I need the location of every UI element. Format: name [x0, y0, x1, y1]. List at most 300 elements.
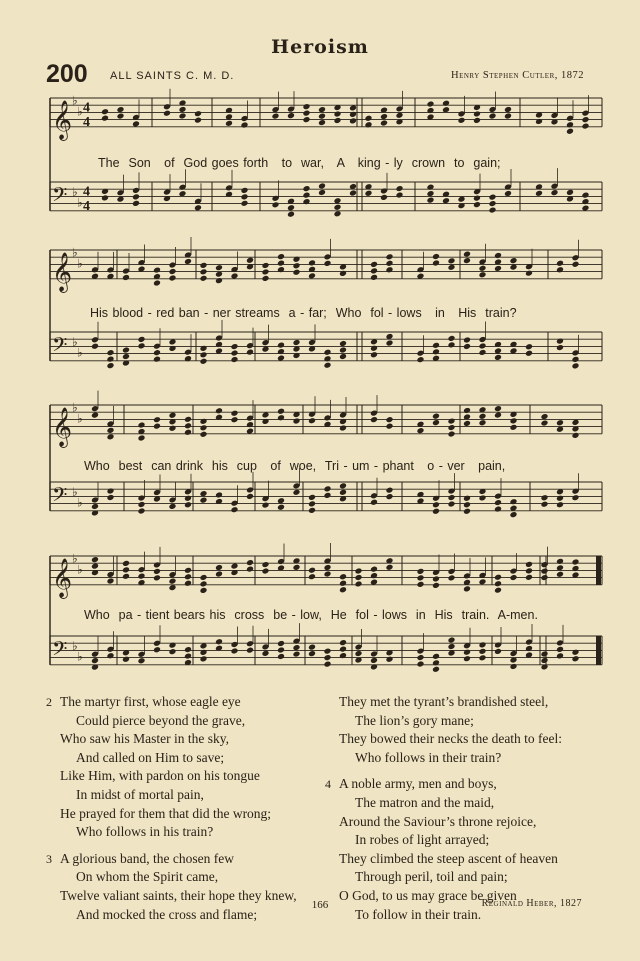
- note-head: [370, 572, 378, 579]
- final-barline: [596, 556, 601, 585]
- note-head: [525, 574, 533, 581]
- verse-line: They climbed the steep ascent of heaven: [339, 850, 558, 866]
- tune-name: ALL SAINTS C. M. D.: [110, 70, 235, 82]
- note-head: [132, 120, 140, 127]
- note-head: [556, 266, 564, 273]
- flat-sign: ♭: [77, 649, 83, 664]
- verse-3: [46, 850, 297, 924]
- note-head: [510, 663, 518, 670]
- note-head: [231, 506, 239, 513]
- note-head: [200, 358, 208, 365]
- note-head: [494, 405, 502, 412]
- note-head: [417, 581, 425, 588]
- note-head: [448, 264, 456, 271]
- note-head: [448, 257, 456, 264]
- note-head: [432, 666, 440, 673]
- flat-sign: ♭: [77, 195, 83, 210]
- note-head: [582, 123, 590, 130]
- flat-sign: ♭: [77, 562, 83, 577]
- note-head: [479, 494, 487, 501]
- note-head: [432, 413, 440, 420]
- note-head: [442, 100, 450, 107]
- note-head: [432, 253, 440, 260]
- note-head: [370, 274, 378, 281]
- note-head: [442, 197, 450, 204]
- note-head: [494, 354, 502, 361]
- note-head: [231, 410, 239, 417]
- note-head: [463, 420, 471, 427]
- note-head: [386, 253, 394, 260]
- note-head: [463, 585, 471, 592]
- note-head: [386, 564, 394, 571]
- note-head: [355, 574, 363, 581]
- note-head: [308, 494, 316, 501]
- note-head: [582, 116, 590, 123]
- note-head: [494, 499, 502, 506]
- note-head: [184, 567, 192, 574]
- note-head: [448, 637, 456, 644]
- note-head: [339, 347, 347, 354]
- note-head: [308, 507, 316, 514]
- note-head: [262, 568, 270, 575]
- flat-sign: ♭: [72, 245, 78, 260]
- note-head: [479, 419, 487, 426]
- note-head: [504, 190, 512, 197]
- note-head: [339, 353, 347, 360]
- verse-line: To follow in their train.: [355, 906, 482, 922]
- note-head: [386, 656, 394, 663]
- note-head: [287, 211, 295, 218]
- note-head: [479, 342, 487, 349]
- note-head: [370, 351, 378, 358]
- note-head: [163, 110, 171, 117]
- note-head: [138, 422, 146, 429]
- note-head: [473, 195, 481, 202]
- composer-credit: Henry Stephen Cutler, 1872: [451, 70, 584, 81]
- note-head: [334, 204, 342, 211]
- verse-3-continued: [325, 693, 562, 767]
- note-head: [463, 257, 471, 264]
- note-head: [556, 646, 564, 653]
- bass-clef: 𝄢: [52, 482, 68, 511]
- note-head: [246, 349, 254, 356]
- note-head: [262, 268, 270, 275]
- note-head: [107, 362, 115, 369]
- note-head: [107, 488, 115, 495]
- note-head: [122, 566, 130, 573]
- note-head: [427, 101, 435, 108]
- note-head: [417, 427, 425, 434]
- note-head: [473, 117, 481, 124]
- note-head: [107, 494, 115, 501]
- note-head: [194, 117, 202, 124]
- note-head: [184, 429, 192, 436]
- note-head: [525, 270, 533, 277]
- note-head: [556, 501, 564, 508]
- note-head: [153, 574, 161, 581]
- note-head: [138, 435, 146, 442]
- note-head: [184, 501, 192, 508]
- note-head: [91, 657, 99, 664]
- note-head: [494, 648, 502, 655]
- note-head: [463, 649, 471, 656]
- note-head: [339, 573, 347, 580]
- note-head: [303, 110, 311, 117]
- note-head: [231, 350, 239, 357]
- note-head: [308, 417, 316, 424]
- note-head: [380, 113, 388, 120]
- note-head: [153, 646, 161, 653]
- note-head: [231, 563, 239, 570]
- note-head: [153, 280, 161, 287]
- note-head: [200, 497, 208, 504]
- note-head: [138, 573, 146, 580]
- note-head: [241, 193, 249, 200]
- note-head: [463, 655, 471, 662]
- verse-line: In midst of mortal pain,: [76, 786, 204, 802]
- note-head: [184, 422, 192, 429]
- note-head: [427, 107, 435, 114]
- note-head: [525, 561, 533, 568]
- verse-line: The matron and the maid,: [355, 794, 495, 810]
- note-head: [101, 108, 109, 115]
- note-head: [551, 189, 559, 196]
- verse-line: In robes of light arrayed;: [355, 832, 490, 848]
- note-head: [448, 643, 456, 650]
- note-head: [572, 419, 580, 426]
- flat-sign: ♭: [72, 551, 78, 566]
- time-signature: 4: [83, 184, 90, 200]
- note-head: [153, 416, 161, 423]
- note-head: [339, 270, 347, 277]
- note-head: [556, 419, 564, 426]
- note-head: [463, 495, 471, 502]
- note-head: [417, 654, 425, 661]
- note-head: [246, 647, 254, 654]
- note-head: [308, 259, 316, 266]
- note-head: [432, 342, 440, 349]
- note-head: [303, 103, 311, 110]
- flat-sign: ♭: [77, 256, 83, 271]
- verse-line: He prayed for them that did the wrong;: [60, 805, 272, 821]
- treble-clef: 𝄞: [52, 99, 73, 140]
- flat-sign: ♭: [72, 184, 78, 199]
- note-head: [318, 119, 326, 126]
- note-head: [107, 652, 115, 659]
- note-head: [138, 657, 146, 664]
- note-head: [153, 568, 161, 575]
- note-head: [101, 194, 109, 201]
- note-head: [107, 356, 115, 363]
- note-head: [535, 118, 543, 125]
- note-head: [572, 362, 580, 369]
- note-head: [494, 341, 502, 348]
- note-head: [432, 501, 440, 508]
- note-head: [473, 110, 481, 117]
- note-head: [355, 580, 363, 587]
- note-head: [122, 353, 130, 360]
- note-head: [349, 190, 357, 197]
- note-head: [246, 257, 254, 264]
- note-head: [463, 336, 471, 343]
- note-head: [510, 257, 518, 264]
- note-head: [153, 423, 161, 430]
- note-head: [370, 566, 378, 573]
- note-head: [277, 504, 285, 511]
- note-head: [386, 416, 394, 423]
- note-head: [566, 128, 574, 135]
- note-head: [324, 260, 332, 267]
- note-head: [489, 113, 497, 120]
- note-head: [541, 501, 549, 508]
- note-head: [241, 122, 249, 129]
- note-head: [355, 568, 363, 575]
- note-head: [169, 648, 177, 655]
- note-head: [535, 190, 543, 197]
- note-head: [334, 117, 342, 124]
- note-head: [386, 260, 394, 267]
- verse-line: Through peril, toil and pain;: [355, 869, 508, 885]
- note-head: [231, 416, 239, 423]
- note-head: [355, 650, 363, 657]
- note-head: [262, 502, 270, 509]
- verse-line: 3 A glorious band, the chosen few: [46, 850, 297, 869]
- note-head: [194, 204, 202, 211]
- note-head: [184, 573, 192, 580]
- note-head: [215, 638, 223, 645]
- flat-sign: ♭: [77, 104, 83, 119]
- note-head: [138, 342, 146, 349]
- note-head: [541, 568, 549, 575]
- note-head: [293, 262, 301, 269]
- verse-line: Like Him, with pardon on his tongue: [60, 768, 260, 784]
- note-head: [324, 349, 332, 356]
- time-signature: 4: [83, 100, 90, 116]
- note-head: [386, 340, 394, 347]
- flat-sign: ♭: [77, 495, 83, 510]
- note-head: [179, 112, 187, 119]
- verse-line: And mocked the cross and flame;: [76, 906, 258, 922]
- note-head: [572, 494, 580, 501]
- note-head: [479, 349, 487, 356]
- verse-line: Who follows in their train?: [355, 749, 502, 765]
- note-head: [494, 252, 502, 259]
- note-head: [386, 266, 394, 273]
- verse-line: They bowed their necks the death to feel:: [339, 731, 563, 747]
- note-head: [184, 580, 192, 587]
- score-lyric-line-1: The Son of God goes forth to war, A king - ly crown to gain;: [98, 156, 501, 170]
- note-head: [510, 498, 518, 505]
- note-head: [308, 567, 316, 574]
- note-head: [365, 190, 373, 197]
- note-head: [184, 646, 192, 653]
- note-head: [432, 508, 440, 515]
- note-head: [215, 571, 223, 578]
- note-head: [246, 566, 254, 573]
- note-head: [494, 506, 502, 513]
- note-head: [417, 568, 425, 575]
- bass-clef: 𝄢: [52, 636, 68, 665]
- note-head: [494, 574, 502, 581]
- note-head: [318, 183, 326, 190]
- score-lyric-line-4: Who pa - tient bears his cross be - low, He fol - lows in His train. A-men.: [84, 608, 538, 622]
- note-head: [308, 500, 316, 507]
- note-head: [277, 414, 285, 421]
- note-head: [386, 487, 394, 494]
- note-head: [396, 192, 404, 199]
- note-head: [200, 418, 208, 425]
- note-head: [200, 351, 208, 358]
- note-head: [448, 501, 456, 508]
- note-head: [107, 433, 115, 440]
- treble-clef: 𝄞: [52, 406, 73, 447]
- note-head: [541, 420, 549, 427]
- verses-left-column: [46, 693, 297, 932]
- note-head: [370, 345, 378, 352]
- note-head: [287, 112, 295, 119]
- note-head: [556, 495, 564, 502]
- note-head: [339, 580, 347, 587]
- note-head: [277, 647, 285, 654]
- note-head: [370, 261, 378, 268]
- note-head: [463, 407, 471, 414]
- note-head: [572, 559, 580, 566]
- verse-line: Who follows in his train?: [76, 824, 214, 840]
- note-head: [349, 117, 357, 124]
- note-head: [504, 113, 512, 120]
- note-head: [339, 586, 347, 593]
- bass-clef: 𝄢: [52, 332, 68, 361]
- page-number: 166: [311, 899, 329, 911]
- flat-sign: ♭: [72, 638, 78, 653]
- note-head: [262, 275, 270, 282]
- note-head: [339, 646, 347, 653]
- note-head: [303, 185, 311, 192]
- note-head: [91, 556, 99, 563]
- note-head: [184, 258, 192, 265]
- note-head: [448, 574, 456, 581]
- note-head: [293, 352, 301, 359]
- note-head: [122, 274, 130, 281]
- note-head: [510, 424, 518, 431]
- note-head: [200, 424, 208, 431]
- note-head: [184, 495, 192, 502]
- note-head: [293, 418, 301, 425]
- page-title: Heroism: [271, 36, 369, 58]
- note-head: [153, 356, 161, 363]
- note-head: [169, 268, 177, 275]
- note-head: [215, 341, 223, 348]
- note-head: [324, 648, 332, 655]
- note-head: [122, 560, 130, 567]
- note-head: [246, 493, 254, 500]
- verses-right-column: [325, 693, 562, 932]
- note-head: [386, 423, 394, 430]
- note-head: [231, 356, 239, 363]
- note-head: [293, 651, 301, 658]
- note-head: [324, 485, 332, 492]
- note-head: [200, 587, 208, 594]
- note-head: [572, 356, 580, 363]
- hymn-number: 200: [46, 60, 88, 88]
- note-head: [215, 491, 223, 498]
- note-head: [241, 200, 249, 207]
- note-head: [107, 427, 115, 434]
- note-head: [448, 335, 456, 342]
- verse-line: O God, to us may grace be given: [339, 887, 517, 903]
- note-head: [277, 653, 285, 660]
- verse-number: 2: [46, 695, 52, 709]
- verse-line: The lion’s gory mane;: [355, 712, 474, 728]
- note-head: [370, 267, 378, 274]
- note-head: [318, 113, 326, 120]
- note-head: [432, 582, 440, 589]
- note-head: [324, 492, 332, 499]
- note-head: [473, 201, 481, 208]
- note-head: [448, 424, 456, 431]
- note-head: [138, 336, 146, 343]
- note-head: [396, 112, 404, 119]
- verse-number: 4: [325, 777, 331, 792]
- note-head: [556, 338, 564, 345]
- verse-line: Twelve valiant saints, their hope they knew,: [60, 887, 297, 903]
- note-head: [184, 416, 192, 423]
- note-head: [365, 115, 373, 122]
- author-credit: Reginald Heber, 1827: [481, 898, 582, 909]
- score-lyric-line-3: Who best can drink his cup of woe, Tri - um - phant o - ver pain,: [84, 459, 506, 473]
- note-head: [582, 192, 590, 199]
- note-head: [556, 558, 564, 565]
- note-head: [463, 508, 471, 515]
- note-head: [510, 417, 518, 424]
- note-head: [380, 120, 388, 127]
- note-head: [541, 494, 549, 501]
- note-head: [324, 564, 332, 571]
- note-head: [277, 260, 285, 267]
- note-head: [324, 570, 332, 577]
- flat-sign: ♭: [72, 484, 78, 499]
- note-head: [572, 565, 580, 572]
- note-head: [432, 419, 440, 426]
- note-head: [91, 563, 99, 570]
- score-lyric-line-2: His blood - red ban - ner streams a - far; Who fol - lows in His train?: [90, 306, 517, 320]
- note-head: [153, 267, 161, 274]
- note-head: [122, 656, 130, 663]
- treble-clef: 𝄞: [52, 251, 73, 292]
- verse-number: 3: [46, 851, 52, 866]
- verse-line: Around the Saviour’s throne rejoice,: [339, 813, 537, 829]
- note-head: [479, 578, 487, 585]
- note-head: [525, 645, 533, 652]
- note-head: [169, 578, 177, 585]
- note-head: [200, 580, 208, 587]
- note-head: [510, 574, 518, 581]
- note-head: [215, 407, 223, 414]
- treble-clef: 𝄞: [52, 557, 73, 598]
- note-head: [556, 652, 564, 659]
- note-head: [272, 201, 280, 208]
- note-head: [200, 574, 208, 581]
- note-head: [339, 639, 347, 646]
- note-head: [494, 580, 502, 587]
- note-head: [386, 493, 394, 500]
- note-head: [200, 275, 208, 282]
- note-head: [293, 564, 301, 571]
- note-head: [448, 494, 456, 501]
- flat-sign: ♭: [77, 411, 83, 426]
- verse-2: [46, 693, 297, 842]
- verse-line: 4 A noble army, men and boys,: [325, 775, 562, 794]
